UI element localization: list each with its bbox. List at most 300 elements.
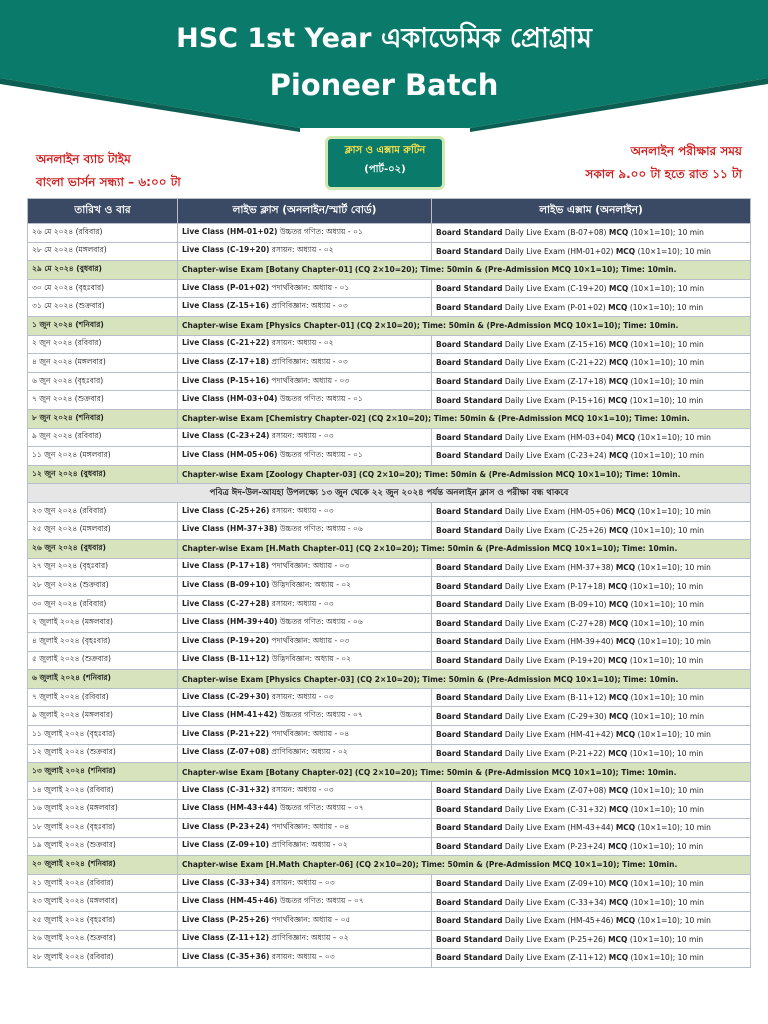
chapter-exam-row xyxy=(28,316,751,335)
class-code: Live Class (HM-03+04) xyxy=(182,394,278,404)
date-cell: ৩১ মে ২০২৪ (শুক্রবার) xyxy=(28,298,178,317)
class-code: Live Class (B-09+10) xyxy=(182,580,270,590)
exam-mcq: MCQ xyxy=(615,823,636,833)
exam-marks: (10×1=10); 10 min xyxy=(628,618,704,628)
table-row xyxy=(28,372,751,391)
exam-mcq: MCQ xyxy=(608,841,628,851)
table-row xyxy=(28,595,751,614)
exam-mcq: MCQ xyxy=(608,693,629,703)
live-class-cell xyxy=(178,224,432,243)
table-row xyxy=(28,224,751,243)
table-row xyxy=(28,577,751,596)
class-code: Live Class (C-31+32) xyxy=(182,784,270,794)
live-exam-cell xyxy=(432,279,751,298)
exam-name: Daily Live Exam (HM-03+04) xyxy=(502,432,616,442)
exam-standard: Board Standard xyxy=(436,339,503,349)
table-row xyxy=(28,651,751,670)
date-cell: ১ জুন ২০২৪ (শনিবার) xyxy=(28,316,178,335)
live-class-cell xyxy=(178,391,432,410)
date-cell: ২৩ জুন ২০২৪ (রবিবার) xyxy=(28,502,178,521)
live-class-cell xyxy=(178,949,432,968)
exam-mcq: MCQ xyxy=(608,358,629,368)
date-cell: ৩০ মে ২০২৪ (বৃহঃবার) xyxy=(28,279,178,298)
live-exam-cell xyxy=(432,633,751,652)
class-topic: রসায়ন: অধ্যায় – ০৩ xyxy=(269,951,335,961)
class-topic: উচ্চতর গণিত: অধ্যায় - ০১ xyxy=(277,394,363,404)
live-exam-cell xyxy=(432,521,751,540)
class-topic: রসায়ন: অধ্যায় - ০৩ xyxy=(269,784,334,794)
exam-standard: Board Standard xyxy=(436,879,503,889)
live-class-cell xyxy=(178,781,432,800)
class-code: Live Class (C-19+20) xyxy=(182,245,270,255)
exam-name: Daily Live Exam (Z-15+16) xyxy=(502,339,609,349)
exam-standard: Board Standard xyxy=(436,730,503,740)
exam-name: Daily Live Exam (B-07+08) xyxy=(502,228,609,238)
table-row xyxy=(28,800,751,819)
date-cell: ২ জুন ২০২৪ (রবিবার) xyxy=(28,335,178,354)
live-class-cell xyxy=(178,279,432,298)
exam-time-value: সকাল ৯.০০ টা হতে রাত ১১ টা xyxy=(585,167,742,181)
chapter-exam-cell: Chapter-wise Exam [H.Math Chapter-01] (CQ 2×10=20); Time: 50min & (Pre-Admission MCQ 10×1=10); Time: 10min. xyxy=(178,540,751,559)
class-code: Live Class (P-25+26) xyxy=(182,914,270,924)
exam-marks: (10×1=10); 10 min xyxy=(635,562,711,572)
live-exam-cell xyxy=(432,558,751,577)
exam-standard: Board Standard xyxy=(436,841,503,851)
exam-name: Daily Live Exam (P-17+18) xyxy=(502,581,609,591)
table-row xyxy=(28,874,751,893)
exam-name: Daily Live Exam (HM-37+38) xyxy=(502,562,616,572)
exam-mcq: MCQ xyxy=(608,600,629,610)
exam-marks: (10×1=10); 10 min xyxy=(628,600,704,610)
exam-marks: (10×1=10); 10 min xyxy=(627,302,704,312)
live-exam-cell xyxy=(432,224,751,243)
chapter-exam-cell: Chapter-wise Exam [Physics Chapter-03] (CQ 2×10=20); Time: 50min & (Pre-Admission MCQ 10×1=10); Time: 10min. xyxy=(178,670,751,689)
exam-name: Daily Live Exam (P-01+02) xyxy=(502,302,609,312)
date-cell: ২৩ জুলাই ২০২৪ (মঙ্গলবার) xyxy=(28,893,178,912)
table-row xyxy=(28,502,751,521)
live-class-cell xyxy=(178,614,432,633)
exam-name: Daily Live Exam (P-21+22) xyxy=(502,748,609,758)
live-class-cell xyxy=(178,800,432,819)
class-topic: পদার্থবিজ্ঞান: অধ্যায় - ০৩ xyxy=(269,375,350,385)
holiday-notice-row xyxy=(28,484,751,503)
exam-name: Daily Live Exam (C-25+26) xyxy=(502,525,609,535)
exam-standard: Board Standard xyxy=(436,358,503,368)
class-topic: রসায়ন: অধ্যায় - ০৩ xyxy=(269,598,334,608)
exam-standard: Board Standard xyxy=(436,953,503,963)
date-cell: ২৬ জুলাই ২০২৪ (শুক্রবার) xyxy=(28,930,178,949)
live-class-cell xyxy=(178,502,432,521)
exam-mcq: MCQ xyxy=(608,879,629,889)
live-class-cell xyxy=(178,428,432,447)
batch-time-info xyxy=(36,148,181,194)
date-cell: ৭ জুন ২০২৪ (শুক্রবার) xyxy=(28,391,178,410)
exam-mcq: MCQ xyxy=(608,395,628,405)
date-cell: ৯ জুলাই ২০২৪ (মঙ্গলবার) xyxy=(28,707,178,726)
date-cell: ২৯ মে ২০২৪ (বুধবার) xyxy=(28,261,178,280)
exam-mcq: MCQ xyxy=(608,953,629,963)
exam-name: Daily Live Exam (C-19+20) xyxy=(502,284,609,294)
live-exam-cell xyxy=(432,949,751,968)
exam-marks: (10×1=10); 10 min xyxy=(635,432,711,442)
chapter-exam-cell: Chapter-wise Exam [Chemistry Chapter-02] (CQ 2×10=20); Time: 50min & (Pre-Admission MCQ 10×1=10); Time: 10min. xyxy=(178,409,751,428)
exam-name: Daily Live Exam (C-29+30) xyxy=(502,711,609,721)
table-row xyxy=(28,819,751,838)
live-exam-cell xyxy=(432,428,751,447)
live-exam-cell xyxy=(432,707,751,726)
routine-badge-part: (পার্ট-০২) xyxy=(364,164,406,175)
class-code: Live Class (B-11+12) xyxy=(182,654,270,664)
table-row xyxy=(28,707,751,726)
class-topic: প্রাণিবিজ্ঞান: অধ্যায় - ০২ xyxy=(269,747,348,757)
live-class-cell xyxy=(178,447,432,466)
live-exam-cell xyxy=(432,391,751,410)
live-exam-cell xyxy=(432,819,751,838)
exam-marks: (10×1=10); 10 min xyxy=(628,284,704,294)
routine-table xyxy=(27,198,751,968)
exam-mcq: MCQ xyxy=(608,581,628,591)
exam-marks: (10×1=10); 10 min xyxy=(628,377,704,387)
chapter-exam-cell: Chapter-wise Exam [H.Math Chapter-06] (CQ 2×10=20); Time: 50min & (Pre-Admission MCQ 10×1=10); Time: 10min. xyxy=(178,856,751,875)
live-exam-cell xyxy=(432,781,751,800)
class-topic: প্রাণিবিজ্ঞান: অধ্যায় - ০৩ xyxy=(269,356,348,366)
exam-marks: (10×1=10); 10 min xyxy=(628,786,704,796)
exam-marks: (10×1=10); 10 min xyxy=(627,934,704,944)
table-row xyxy=(28,744,751,763)
exam-standard: Board Standard xyxy=(436,284,503,294)
date-cell: ১১ জুলাই ২০২৪ (বৃহঃবার) xyxy=(28,726,178,745)
chapter-exam-cell: Chapter-wise Exam [Botany Chapter-02] (CQ 2×10=20); Time: 50min & (Pre-Admission MCQ 10×1=10); Time: 10min. xyxy=(178,763,751,782)
live-class-cell xyxy=(178,744,432,763)
class-code: Live Class (HM-05+06) xyxy=(182,449,278,459)
chapter-exam-row xyxy=(28,763,751,782)
exam-standard: Board Standard xyxy=(436,600,503,610)
exam-marks: (10×1=10); 10 min xyxy=(635,730,711,740)
table-row xyxy=(28,930,751,949)
class-code: Live Class (P-15+16) xyxy=(182,375,270,385)
holiday-notice: পবিত্র ঈদ-উল-আযহা উপলক্ষ্যে ১৩ জুন থেকে ২২ জুন ২০২৪ পর্যন্ত অনলাইন ক্লাস ও পরীক্ষা বন্ধ থাকবে xyxy=(28,484,751,503)
class-code: Live Class (P-21+22) xyxy=(182,728,270,738)
live-exam-cell xyxy=(432,372,751,391)
class-topic: উচ্চতর গণিত: অধ্যায় - ০৬ xyxy=(277,617,363,627)
exam-marks: (10×1=10); 10 min xyxy=(635,507,711,517)
exam-marks: (10×1=10); 10 min xyxy=(628,451,704,461)
exam-mcq: MCQ xyxy=(615,246,636,256)
live-class-cell xyxy=(178,577,432,596)
live-exam-cell xyxy=(432,335,751,354)
class-code: Live Class (HM-01+02) xyxy=(182,226,278,236)
live-exam-cell xyxy=(432,726,751,745)
exam-name: Daily Live Exam (HM-45+46) xyxy=(502,916,616,926)
class-code: Live Class (HM-43+44) xyxy=(182,803,278,813)
exam-mcq: MCQ xyxy=(615,637,636,647)
exam-mcq: MCQ xyxy=(615,730,636,740)
exam-mcq: MCQ xyxy=(608,284,629,294)
exam-marks: (10×1=10); 10 min xyxy=(628,228,704,238)
chapter-exam-row xyxy=(28,261,751,280)
live-exam-cell xyxy=(432,502,751,521)
exam-name: Daily Live Exam (C-23+24) xyxy=(502,451,609,461)
class-topic: রসায়ন: অধ্যায় - ০৩ xyxy=(269,505,334,515)
live-exam-cell xyxy=(432,744,751,763)
exam-marks: (10×1=10); 10 min xyxy=(627,395,704,405)
exam-standard: Board Standard xyxy=(436,823,503,833)
date-cell: ২৮ জুন ২০২৪ (শুক্রবার) xyxy=(28,577,178,596)
class-topic: পদার্থবিজ্ঞান: অধ্যায় - ০৪ xyxy=(269,728,350,738)
exam-standard: Board Standard xyxy=(436,562,503,572)
class-code: Live Class (Z-07+08) xyxy=(182,747,270,757)
date-cell: ২৮ জুলাই ২০২৪ (রবিবার) xyxy=(28,949,178,968)
exam-marks: (10×1=10); 10 min xyxy=(627,748,704,758)
live-class-cell xyxy=(178,874,432,893)
table-row xyxy=(28,688,751,707)
chapter-exam-row xyxy=(28,409,751,428)
class-topic: উচ্চতর গণিত: অধ্যায় - ০৭ xyxy=(277,710,363,720)
class-code: Live Class (HM-41+42) xyxy=(182,710,278,720)
class-code: Live Class (HM-37+38) xyxy=(182,524,278,534)
class-code: Live Class (C-33+34) xyxy=(182,877,270,887)
date-cell: ১৪ জুলাই ২০২৪ (রবিবার) xyxy=(28,781,178,800)
exam-marks: (10×1=10); 10 min xyxy=(635,637,711,647)
class-topic: পদার্থবিজ্ঞান: অধ্যায় - ০১ xyxy=(269,282,350,292)
table-row xyxy=(28,428,751,447)
table-row xyxy=(28,354,751,373)
exam-name: Daily Live Exam (C-27+28) xyxy=(502,618,609,628)
class-topic: রসায়ন: অধ্যায় – ০৩ xyxy=(269,877,335,887)
class-topic: উচ্চতর গণিত: অধ্যায় – ০৭ xyxy=(277,803,364,813)
table-row xyxy=(28,242,751,261)
exam-standard: Board Standard xyxy=(436,507,503,517)
table-row xyxy=(28,726,751,745)
exam-standard: Board Standard xyxy=(436,432,503,442)
live-class-cell xyxy=(178,726,432,745)
class-code: Live Class (P-23+24) xyxy=(182,821,270,831)
table-row xyxy=(28,949,751,968)
table-row xyxy=(28,335,751,354)
live-exam-cell xyxy=(432,911,751,930)
exam-name: Daily Live Exam (C-21+22) xyxy=(502,358,609,368)
exam-mcq: MCQ xyxy=(608,786,629,796)
class-topic: রসায়ন: অধ্যায় - ০২ xyxy=(269,245,334,255)
exam-standard: Board Standard xyxy=(436,655,503,665)
exam-marks: (10×1=10); 10 min xyxy=(628,711,704,721)
date-cell: ১২ জুন ২০২৪ (বুধবার) xyxy=(28,465,178,484)
class-code: Live Class (Z-11+12) xyxy=(182,933,270,943)
class-code: Live Class (Z-17+18) xyxy=(182,356,270,366)
class-code: Live Class (Z-09+10) xyxy=(182,840,270,850)
live-class-cell xyxy=(178,521,432,540)
class-code: Live Class (HM-39+40) xyxy=(182,617,278,627)
exam-marks: (10×1=10); 10 min xyxy=(627,655,704,665)
chapter-exam-row xyxy=(28,856,751,875)
date-cell: ৬ জুলাই ২০২৪ (শনিবার) xyxy=(28,670,178,689)
live-exam-cell xyxy=(432,800,751,819)
batch-title: Pioneer Batch xyxy=(269,68,499,102)
date-cell: ২০ জুলাই ২০২৪ (শনিবার) xyxy=(28,856,178,875)
exam-name: Daily Live Exam (P-23+24) xyxy=(502,841,609,851)
exam-standard: Board Standard xyxy=(436,711,503,721)
date-cell: ৮ জুন ২০২৪ (শনিবার) xyxy=(28,409,178,428)
exam-standard: Board Standard xyxy=(436,804,503,814)
live-class-cell xyxy=(178,651,432,670)
class-topic: প্রাণিবিজ্ঞান: অধ্যায় - ০২ xyxy=(269,840,348,850)
routine-badge-title: ক্লাস ও এক্সাম রুটিন xyxy=(344,145,426,156)
exam-standard: Board Standard xyxy=(436,451,503,461)
class-code: Live Class (C-35+36) xyxy=(182,951,270,961)
date-cell: ২৫ জুলাই ২০২৪ (বৃহঃবার) xyxy=(28,911,178,930)
date-cell: ২৬ মে ২০২৪ (রবিবার) xyxy=(28,224,178,243)
exam-name: Daily Live Exam (C-33+34) xyxy=(502,897,609,907)
exam-mcq: MCQ xyxy=(608,377,629,387)
class-topic: রসায়ন: অধ্যায় - ০২ xyxy=(269,338,334,348)
date-cell: ৩০ জুন ২০২৪ (রবিবার) xyxy=(28,595,178,614)
table-row xyxy=(28,781,751,800)
exam-standard: Board Standard xyxy=(436,228,503,238)
chapter-exam-row xyxy=(28,540,751,559)
table-header-row xyxy=(28,199,751,224)
column-header-live-exam: লাইভ এক্সাম (অনলাইন) xyxy=(432,199,751,224)
exam-mcq: MCQ xyxy=(608,525,629,535)
class-topic: উচ্চতর গণিত: অধ্যায় - ০৬ xyxy=(277,524,363,534)
exam-name: Daily Live Exam (Z-09+10) xyxy=(502,879,609,889)
live-exam-cell xyxy=(432,837,751,856)
class-code: Live Class (P-17+18) xyxy=(182,561,270,571)
exam-name: Daily Live Exam (HM-39+40) xyxy=(502,637,616,647)
column-header-date: তারিখ ও বার xyxy=(28,199,178,224)
exam-name: Daily Live Exam (HM-01+02) xyxy=(502,246,616,256)
live-class-cell xyxy=(178,930,432,949)
class-topic: উচ্চতর গণিত: অধ্যায় - ০১ xyxy=(277,226,363,236)
table-row xyxy=(28,633,751,652)
date-cell: ১১ জুন ২০২৪ (মঙ্গলবার) xyxy=(28,447,178,466)
table-row xyxy=(28,911,751,930)
live-exam-cell xyxy=(432,242,751,261)
routine-badge xyxy=(325,136,445,190)
header-banner xyxy=(0,0,768,140)
exam-marks: (10×1=10); 10 min xyxy=(628,339,704,349)
live-class-cell xyxy=(178,633,432,652)
exam-mcq: MCQ xyxy=(608,748,628,758)
live-class-cell xyxy=(178,372,432,391)
date-cell: ৭ জুলাই ২০২৪ (রবিবার) xyxy=(28,688,178,707)
live-class-cell xyxy=(178,558,432,577)
exam-marks: (10×1=10); 10 min xyxy=(635,823,711,833)
exam-name: Daily Live Exam (HM-41+42) xyxy=(502,730,616,740)
exam-mcq: MCQ xyxy=(608,339,629,349)
exam-time-info xyxy=(585,140,742,186)
class-code: Live Class (HM-45+46) xyxy=(182,896,278,906)
class-topic: রসায়ন: অধ্যায় - ০৩ xyxy=(269,691,334,701)
exam-marks: (10×1=10); 10 min xyxy=(635,246,711,256)
live-class-cell xyxy=(178,837,432,856)
table-row xyxy=(28,521,751,540)
table-row xyxy=(28,893,751,912)
live-class-cell xyxy=(178,335,432,354)
class-code: Live Class (P-19+20) xyxy=(182,635,270,645)
exam-standard: Board Standard xyxy=(436,916,503,926)
date-cell: ১৬ জুলাই ২০২৪ (মঙ্গলবার) xyxy=(28,800,178,819)
live-exam-cell xyxy=(432,354,751,373)
exam-name: Daily Live Exam (P-19+20) xyxy=(502,655,609,665)
class-topic: পদার্থবিজ্ঞান: অধ্যায় - ০৩ xyxy=(269,635,350,645)
exam-standard: Board Standard xyxy=(436,934,503,944)
live-exam-cell xyxy=(432,893,751,912)
page-title: HSC 1st Year একাডেমিক প্রোগ্রাম xyxy=(176,23,592,54)
chapter-exam-cell: Chapter-wise Exam [Zoology Chapter-03] (CQ 2×10=20); Time: 50min & (Pre-Admission MCQ 10×1=10); Time: 10min. xyxy=(178,465,751,484)
exam-mcq: MCQ xyxy=(608,302,628,312)
exam-marks: (10×1=10); 10 min xyxy=(628,358,704,368)
live-exam-cell xyxy=(432,614,751,633)
exam-name: Daily Live Exam (B-11+12) xyxy=(502,693,609,703)
date-cell: ২৬ জুন ২০২৪ (বুধবার) xyxy=(28,540,178,559)
exam-name: Daily Live Exam (P-25+26) xyxy=(502,934,609,944)
live-exam-cell xyxy=(432,595,751,614)
exam-name: Daily Live Exam (Z-11+12) xyxy=(502,953,609,963)
chapter-exam-row xyxy=(28,465,751,484)
table-row xyxy=(28,447,751,466)
table-row xyxy=(28,614,751,633)
class-topic: উদ্ভিদবিজ্ঞান: অধ্যায় - ০২ xyxy=(269,654,352,664)
batch-time-value: বাংলা ভার্সন সন্ধ্যা – ৬:০০ টা xyxy=(36,175,181,189)
class-code: Live Class (C-29+30) xyxy=(182,691,270,701)
table-row xyxy=(28,837,751,856)
live-exam-cell xyxy=(432,930,751,949)
exam-marks: (10×1=10); 10 min xyxy=(628,953,704,963)
exam-standard: Board Standard xyxy=(436,618,503,628)
exam-marks: (10×1=10); 10 min xyxy=(628,879,704,889)
date-cell: ১৮ জুলাই ২০২৪ (বৃহঃবার) xyxy=(28,819,178,838)
exam-name: Daily Live Exam (HM-05+06) xyxy=(502,507,616,517)
live-class-cell xyxy=(178,354,432,373)
chapter-exam-row xyxy=(28,670,751,689)
live-exam-cell xyxy=(432,651,751,670)
date-cell: ১৯ জুলাই ২০২৪ (শুক্রবার) xyxy=(28,837,178,856)
class-code: Live Class (C-25+26) xyxy=(182,505,270,515)
exam-mcq: MCQ xyxy=(615,562,636,572)
exam-marks: (10×1=10); 10 min xyxy=(627,841,704,851)
exam-mcq: MCQ xyxy=(615,432,636,442)
exam-mcq: MCQ xyxy=(608,934,628,944)
exam-name: Daily Live Exam (Z-17+18) xyxy=(502,377,609,387)
chapter-exam-cell: Chapter-wise Exam [Physics Chapter-01] (CQ 2×10=20); Time: 50min & (Pre-Admission MCQ 10×1=10); Time: 10min. xyxy=(178,316,751,335)
table-row xyxy=(28,391,751,410)
exam-standard: Board Standard xyxy=(436,525,503,535)
date-cell: ৪ জুলাই ২০২৪ (বৃহঃবার) xyxy=(28,633,178,652)
exam-mcq: MCQ xyxy=(608,804,629,814)
class-topic: উচ্চতর গণিত: অধ্যায় - ০১ xyxy=(277,449,363,459)
date-cell: ২১ জুলাই ২০২৪ (রবিবার) xyxy=(28,874,178,893)
exam-marks: (10×1=10); 10 min xyxy=(628,897,704,907)
class-topic: পদার্থবিজ্ঞান: অধ্যায় – ০৫ xyxy=(269,914,351,924)
batch-time-label: অনলাইন ব্যাচ টাইম xyxy=(36,152,131,166)
live-class-cell xyxy=(178,911,432,930)
class-code: Live Class (Z-15+16) xyxy=(182,301,270,311)
table-row xyxy=(28,279,751,298)
exam-name: Daily Live Exam (HM-43+44) xyxy=(502,823,616,833)
class-code: Live Class (C-23+24) xyxy=(182,431,270,441)
class-topic: পদার্থবিজ্ঞান: অধ্যায় - ০৩ xyxy=(269,561,350,571)
date-cell: ২৫ জুন ২০২৪ (মঙ্গলবার) xyxy=(28,521,178,540)
exam-mcq: MCQ xyxy=(615,507,636,517)
exam-mcq: MCQ xyxy=(608,897,629,907)
exam-mcq: MCQ xyxy=(615,916,636,926)
date-cell: ১২ জুলাই ২০২৪ (শুক্রবার) xyxy=(28,744,178,763)
exam-marks: (10×1=10); 10 min xyxy=(628,804,704,814)
exam-standard: Board Standard xyxy=(436,302,503,312)
live-class-cell xyxy=(178,688,432,707)
class-topic: প্রাণিবিজ্ঞান: অধ্যায় – ০২ xyxy=(269,933,349,943)
exam-mcq: MCQ xyxy=(608,618,629,628)
